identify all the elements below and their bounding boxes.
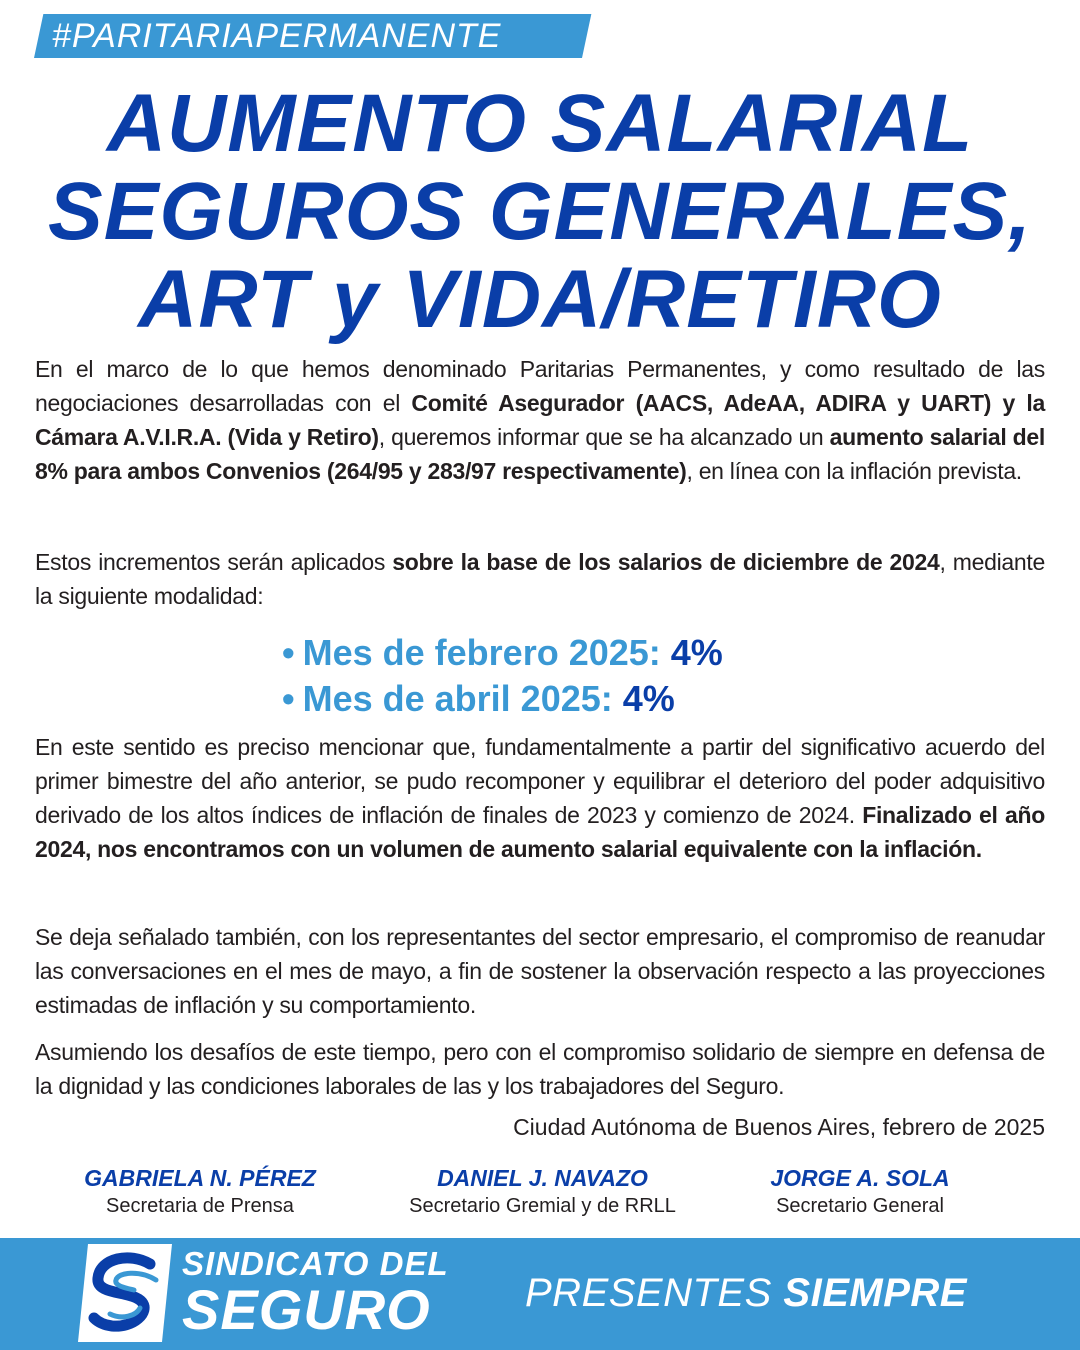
signatory-name: JORGE A. SOLA [770,1165,950,1191]
page-title [0,80,1080,344]
modality-bold: sobre la base de los salarios de diciembre de 2024 [392,549,940,575]
intro-bold-2: aumento salarial del 8% para ambos Convenios (264/95 y 283/97 respectivamente) [35,424,1046,484]
title-line-3: ART y VIDA/RETIRO [138,254,942,345]
brand-line-2: SEGURO [182,1278,431,1341]
context-bold: Finalizado el año 2024, nos encontramos con un volumen de aumento salarial equivalente con la inflación. [35,802,1046,862]
paragraph-modality [35,545,1045,613]
commitment-text: Se deja señalado también, con los representantes del sector empresario, el compromiso de reanudar las conversaciones en el mes de mayo, a fin de sostener la observación respecto a las proyecciones estimadas de inflación y su comportamiento. [35,924,1045,1018]
signatory-role: Secretaria de Prensa [106,1195,294,1217]
signatory-role: Secretario General [776,1195,944,1217]
intro-bold-1: Comité Asegurador (AACS, AdeAA, ADIRA y UART) y la Cámara A.V.I.R.A. (Vida y Retiro) [35,390,1045,450]
title-line-1: AUMENTO SALARIAL [106,78,974,169]
paragraph-closing [35,1035,1045,1103]
place-date: Ciudad Autónoma de Buenos Aires, febrero de 2025 [513,1114,1045,1140]
increase-list [282,630,723,722]
paragraph-context [35,730,1045,866]
bullet-label: Mes de abril 2025: [302,678,613,719]
list-item: • Mes de abril 2025: 4% [282,678,675,719]
intro-text-1: En el marco de lo que hemos denominado Paritarias Permanentes, y como resultado de las negociaciones desarrolladas con el [35,356,1045,416]
slogan [525,1268,967,1318]
slogan-light: PRESENTES [525,1271,772,1315]
signature-block [405,1163,680,1219]
context-text: En este sentido es preciso mencionar que, fundamentalmente a partir del significativo acuerdo del primer bimestre del año anterior, se pudo recomponer y equilibrar el deterioro del poder adquisitivo derivado de los altos índices de inflación de finales de 2023 y comienzo de 2024. [35,734,1045,828]
hashtag-text: #PARITARIAPERMANENTE [52,17,502,55]
paragraph-intro [35,352,1045,488]
list-item: • Mes de febrero 2025: 4% [282,632,723,673]
modality-text-1: Estos incrementos serán aplicados [35,549,393,575]
signatory-name: GABRIELA N. PÉREZ [84,1165,316,1191]
intro-text-3: , en línea con la inflación prevista. [686,458,1022,484]
sindicato-logo-icon [70,1240,180,1346]
bullet-value: 4% [670,632,723,673]
bullet-value: 4% [622,678,675,719]
modality-text-2: , mediante la siguiente modalidad: [35,549,1045,609]
signature-block [70,1163,330,1219]
bullet-label: Mes de febrero 2025: [302,632,661,673]
intro-text-2: , queremos informar que se ha alcanzado un [378,424,830,450]
closing-text: Asumiendo los desafíos de este tiempo, pero con el compromiso solidario de siempre en defensa de la dignidad y las condiciones laborales de las y los trabajadores del Seguro. [35,1039,1045,1099]
brand-name [182,1245,449,1341]
signature-block [740,1163,980,1219]
signatory-role: Secretario Gremial y de RRLL [409,1195,676,1217]
signatory-name: DANIEL J. NAVAZO [437,1165,648,1191]
title-line-2: SEGUROS GENERALES, [48,166,1032,257]
paragraph-commitment [35,920,1045,1022]
slogan-bold: SIEMPRE [783,1271,967,1315]
brand-line-1: SINDICATO DEL [182,1245,449,1282]
